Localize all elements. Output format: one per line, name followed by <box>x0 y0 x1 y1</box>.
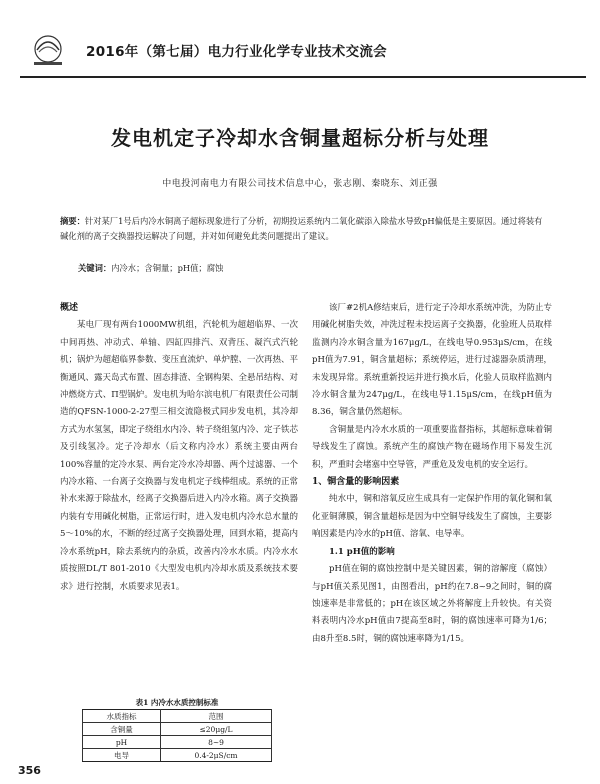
section-1-title: 1、铜含量的影响因素 <box>312 477 400 488</box>
subsection-1-1-paragraph: pH值在铜的腐蚀控制中是关键因素，铜的溶解度（腐蚀）与pH值关系见图1，由图看出，pH约在7.8~9之间时，铜的腐蚀速率是非常低的；pH在该区域之外将解度上升较快。有关资料表明内冷水pH值由7提高至8时，铜的腐蚀速率可降为1/6；由8升至8.5时，铜的腐蚀速率降为1/15。 <box>312 564 552 644</box>
body-paragraph: 含铜量是内冷水水质的一项重要监督指标，其超标意味着铜导线发生了腐蚀。系统产生的腐蚀产物在磁场作用下易发生沉积，严重时会堵塞中空导管，严重危及发电机的安全运行。 <box>312 424 552 470</box>
conference-logo-icon <box>28 30 68 68</box>
table-cell: 0.4-2μS/cm <box>161 749 272 762</box>
left-column <box>60 300 298 596</box>
header-rule <box>20 76 586 78</box>
subsection-1-1-title: 1.1 pH值的影响 <box>329 546 395 557</box>
section-overview-title: 概述 <box>60 303 79 313</box>
table-row <box>83 749 272 762</box>
table-row <box>83 723 272 736</box>
abstract <box>60 214 550 244</box>
table-cell: ≤20μg/L <box>161 723 272 736</box>
abstract-text: 针对某厂1号后内冷水铜离子超标现象进行了分析，初期投运系统内二氧化碳添入除盐水导致pH偏低是主要原因。通过将装有碱化剂的离子交换器投运解决了问题，并对如何避免此类问题提出了建议。 <box>60 216 543 241</box>
table-cell: 含铜量 <box>83 723 161 736</box>
keywords-label: 关键词： <box>78 263 112 273</box>
keywords-text: 内冷水；含铜量；pH值；腐蚀 <box>111 263 224 273</box>
page-header <box>20 28 585 72</box>
table-caption: 表1 内冷水水质控制标准 <box>135 698 219 707</box>
right-column <box>312 300 552 648</box>
abstract-label: 摘要： <box>60 216 85 226</box>
keywords <box>78 262 548 274</box>
table-cell: 8~9 <box>161 736 272 749</box>
table-cell: pH <box>83 736 161 749</box>
conference-title: 2016年（第七届）电力行业化学专业技术交流会 <box>86 44 387 60</box>
table-header-cell: 水质指标 <box>83 710 161 723</box>
body-paragraph: 该厂#2机A修结束后，进行定子冷却水系统冲洗，为防止专用碱化树脂失效，冲洗过程未投运离子交换器，化验班人员取样监测内冷水铜含量为167μg/L，在线电导0.953μS/cm，在线pH值为7.91，铜含量超标；系统停运，进行过滤器杂质清理，未发现异常。系统重新投运并进行换水后，化验人员取样监测内冷水铜含量为247μg/L，在线电导1.15μS/cm，在线pH值为8.36，铜含量仍然超标。 <box>312 303 552 418</box>
paper-authors: 中电投河南电力有限公司技术信息中心，张志刚、秦晓东、刘正强 <box>162 179 438 189</box>
table-header-row <box>83 710 272 723</box>
paper-title: 发电机定子冷却水含铜量超标分析与处理 <box>111 126 489 150</box>
table-header-cell: 范围 <box>161 710 272 723</box>
overview-paragraph: 某电厂现有两台1000MW机组，汽轮机为超超临界、一次中间再热、冲动式、单轴、四缸四排汽、双背压、凝汽式汽轮机；锅炉为超超临界参数、变压直流炉、单炉膛、一次再热、平衡通风、露天岛式布置、固态排渣、全钢构架、全悬吊结构、对冲燃烧方式、Π型锅炉。发电机为哈尔滨电机厂有限责任公司制造的QFSN-1000-2-27型三相交流隐极式同步发电机，其冷却方式为水氢氢，即定子绕组水内冷、转子绕组氢内冷、定子铁芯及引线氢冷。定子冷却水（后文称内冷水）系统主要由两台100%容量的定冷水泵、两台定冷水冷却器、两个过滤器、一个内冷水箱、一台离子交换器与发电机定子线棒组成。系统的正常补水来源于除盐水，经离子交换器后进入内冷水箱。离子交换器内装有专用碱化树脂，正常运行时，进入发电机内冷水总水量的5～10%的水，不断的经过离子交换器处理，回到水箱，提高内冷水系统pH，除去系统内的杂质，改善内冷水水质。内冷水水质按照DL/T 801-2010《大型发电机内冷却水质及系统技术要求》进行控制，水质要求见表1。 <box>60 320 299 592</box>
table-row <box>83 736 272 749</box>
water-quality-table <box>82 709 272 762</box>
section-1-paragraph: 纯水中，铜和溶氧反应生成具有一定保护作用的氧化铜和氧化亚铜薄膜，铜含量超标是因为中空铜导线发生了腐蚀，主要影响因素是内冷水的pH值、溶氧、电导率。 <box>312 494 552 540</box>
page-number: 356 <box>18 764 41 777</box>
table-cell: 电导 <box>83 749 161 762</box>
